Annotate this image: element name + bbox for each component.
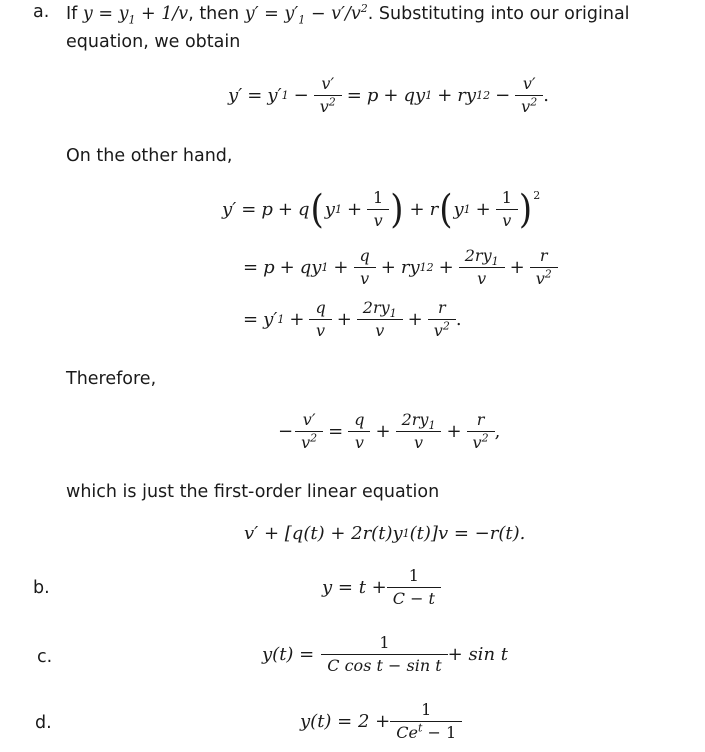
fraction-r-v2-c: $\frac{r}{v^2}$ — [470, 410, 492, 453]
label-c: c. — [37, 647, 53, 667]
therefore-text: Therefore, — [66, 369, 157, 389]
fraction-d: $\frac{1}{Ce^t - 1}$ — [393, 700, 459, 743]
equation-b: y = t + $\frac{1}{C - t}$ — [322, 566, 441, 609]
fraction-q-v-b: $\frac{q}{v}$ — [312, 298, 328, 341]
label-d: d. — [35, 713, 52, 733]
other-hand-text: On the other hand, — [66, 146, 233, 166]
fraction-vprime-v2: $\frac{v'}{v^2}$ — [317, 74, 339, 117]
equation-2-line-2: = p + q y 1 + $\frac{q}{v}$ + r y 1 2 + $\frac{2ry_1}{v}$ + $\frac{r}{v^2}$ — [243, 246, 558, 289]
intro-line-2: equation, we obtain — [66, 32, 241, 52]
fraction-2ry1-v: $\frac{2ry_1}{v}$ — [462, 246, 502, 289]
fraction-2ry1-v-c: $\frac{2ry_1}{v}$ — [399, 410, 439, 453]
intro-math-yprime: $y' = y'_1 - v'/v^2$ — [244, 2, 368, 27]
fraction-2ry1-v-b: $\frac{2ry_1}{v}$ — [360, 298, 400, 341]
equation-c: y(t) = $\frac{1}{\text{C cos t − sin t}}$ + sin t — [262, 633, 508, 675]
label-b: b. — [33, 578, 50, 598]
intro-then: , then — [188, 4, 240, 24]
intro-line-1 — [66, 2, 630, 26]
fraction-1-v-b: $\frac{1}{v}$ — [499, 188, 515, 231]
fraction-r-v2: $\frac{r}{v^2}$ — [533, 246, 555, 289]
label-a: a. — [33, 2, 50, 22]
intro-sub: . Substituting into our original — [367, 4, 630, 24]
equation-d: y(t) = 2 + $\frac{1}{Ce^t - 1}$ — [300, 700, 462, 743]
fraction-q-v-c: $\frac{q}{v}$ — [351, 410, 367, 453]
fraction-q-v: $\frac{q}{v}$ — [357, 246, 373, 289]
fraction-r-v2-b: $\frac{r}{v^2}$ — [431, 298, 453, 341]
fraction-c: $\frac{1}{\text{C cos t − sin t}}$ — [324, 633, 444, 676]
fraction-vprime-v2-c: $\frac{v'}{v^2}$ — [298, 410, 320, 453]
fraction-vprime-v2-b: $\frac{v'}{v^2}$ — [518, 74, 540, 117]
equation-2-line-3: = y′ 1 + $\frac{q}{v}$ + $\frac{2ry_1}{v}$ + $\frac{r}{v^2}$ . — [243, 298, 462, 340]
intro-math-y: $y = y_1 + 1/v$ — [82, 4, 189, 27]
equation-1: y′ = y′ 1 − $\frac{v'}{v^2}$ = p + q y 1 + r y 1 2 − $\frac{v'}{v^2}$ . — [228, 74, 549, 116]
which-is-text: which is just the first-order linear equation — [66, 482, 440, 502]
linear-equation: v′ + [q(t) + 2r(t)y 1 (t)]v = −r(t). — [244, 523, 526, 544]
equation-2-line-1: y′ = p + q ( y 1 + $\frac{1}{v}$ ) + r ( y 1 + $\frac{1}{v}$ ) $^2$ — [222, 186, 541, 233]
intro-if: If — [66, 4, 78, 24]
fraction-b: $\frac{1}{C - t}$ — [390, 566, 438, 609]
equation-3: − $\frac{v'}{v^2}$ = $\frac{q}{v}$ + $\frac{2ry_1}{v}$ + $\frac{r}{v^2}$ , — [278, 410, 501, 452]
fraction-1-v: $\frac{1}{v}$ — [370, 188, 386, 231]
